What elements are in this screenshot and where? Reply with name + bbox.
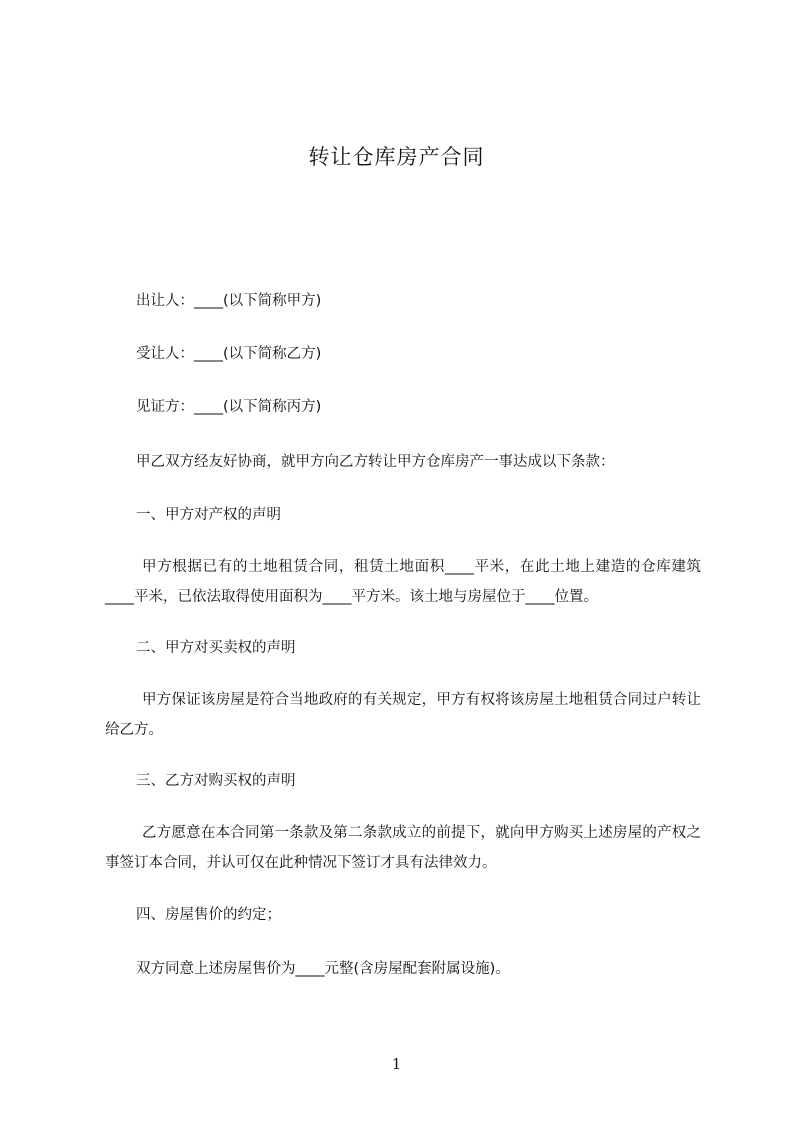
- section-heading: 三、乙方对购买权的声明: [136, 773, 296, 789]
- section-body: 双方同意上述房屋售价为____元整(含房屋配套附属设施)。: [136, 961, 510, 977]
- party-witness: 见证方：____(以下简称丙方): [136, 399, 322, 415]
- section-body: 甲方根据已有的土地租赁合同，租赁土地面积____平米，在此土地上建造的仓库建筑____平米，已依法取得使用面积为____平方米。该土地与房屋位于____位置。: [105, 559, 701, 605]
- section-heading: 四、房屋售价的约定；: [136, 907, 281, 923]
- party-transferee: 受让人：____(以下简称乙方): [136, 346, 322, 362]
- section-heading: 二、甲方对买卖权的声明: [136, 640, 296, 656]
- intro-text: 甲乙双方经友好协商，就甲方向乙方转让甲方仓库房产一事达成以下条款：: [136, 454, 615, 470]
- document-title: 转让仓库房产合同: [308, 145, 485, 169]
- section-body: 乙方愿意在本合同第一条款及第二条款成立的前提下，就向甲方购买上述房屋的产权之事签订本合同，并认可仅在此种情况下签订才具有法律效力。: [105, 825, 701, 871]
- section-heading: 一、甲方对产权的声明: [136, 507, 281, 523]
- page-number: 1: [391, 1055, 402, 1073]
- party-transferor: 出让人：____(以下简称甲方): [136, 293, 322, 309]
- section-body: 甲方保证该房屋是符合当地政府的有关规定，甲方有权将该房屋土地租赁合同过户转让给乙方。: [105, 692, 701, 738]
